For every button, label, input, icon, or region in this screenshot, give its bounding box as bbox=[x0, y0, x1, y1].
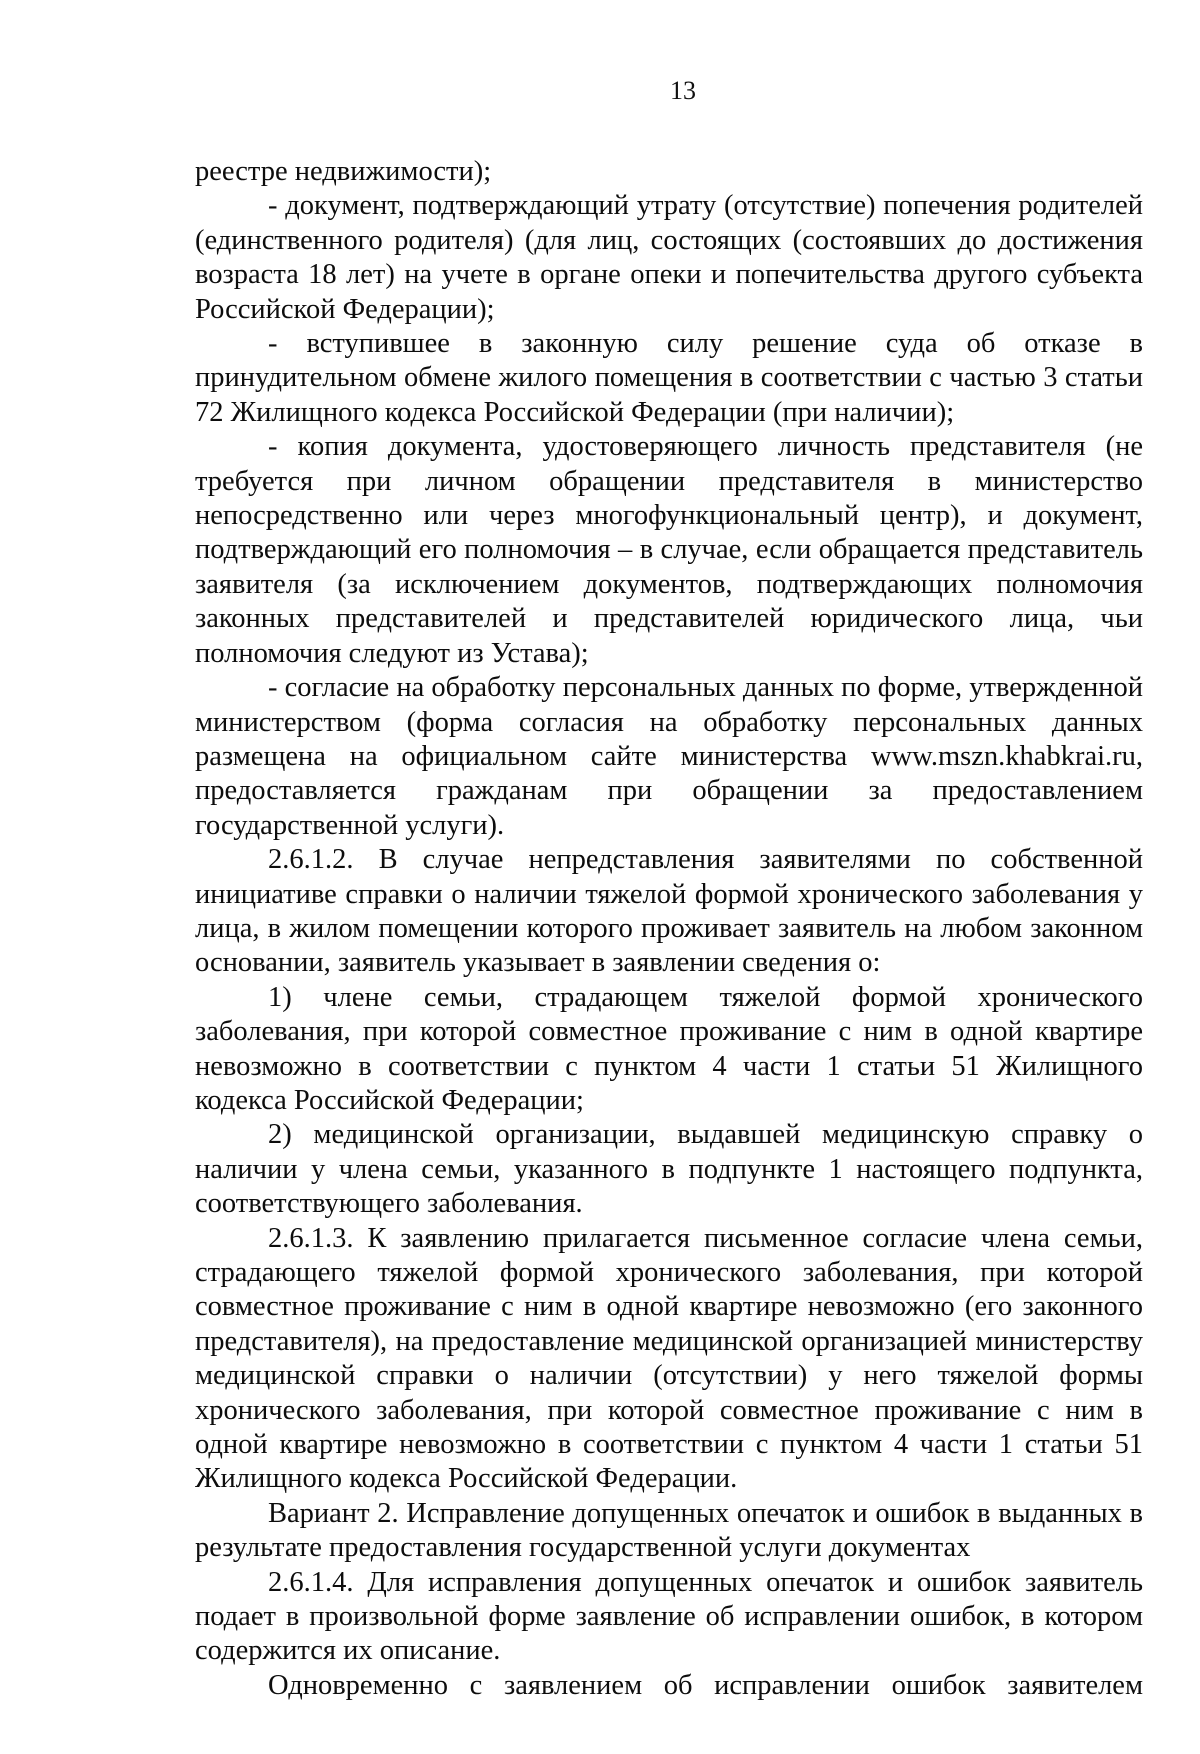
paragraph-registry-continuation: реестре недвижимости); bbox=[195, 156, 492, 187]
paragraph-2-6-1-4: 2.6.1.4. Для исправления допущенных опечаток и ошибок заявитель подает в произвольной форме заявление об исправлении ошибок, в котором содержится их описание. bbox=[195, 1566, 1143, 1667]
paragraph-court-decision: - вступившее в законную силу решение суда об отказе в принудительном обмене жилого помещения в соответствии с частью 3 статьи 72 Жилищного кодекса Российской Федерации (при наличии); bbox=[195, 328, 1143, 428]
paragraph-guardianship-document: - документ, подтверждающий утрату (отсутствие) попечения родителей (единственного родителя) (для лиц, состоящих (состоявших до достижения возраста 18 лет) на учете в органе опеки и попечительства другого субъекта Российской Федерации); bbox=[195, 190, 1143, 325]
paragraph-simultaneously: Одновременно с заявлением об исправлении ошибок заявителем bbox=[268, 1669, 1143, 1701]
paragraph-item-2-medical-organization: 2) медицинской организации, выдавшей медицинскую справку о наличии у члена семьи, указанного в подпункте 1 настоящего подпункта, соответствующего заболевания. bbox=[195, 1119, 1143, 1220]
paragraph-2-6-1-2: 2.6.1.2. В случае непредставления заявителями по собственной инициативе справки о наличии тяжелой формой хронического заболевания у лица, в жилом помещении которого проживает заявитель на любом законном основании, заявитель указывает в заявлении сведения о: bbox=[195, 844, 1143, 979]
page-number: 13 bbox=[670, 76, 696, 105]
paragraph-2-6-1-3: 2.6.1.3. К заявлению прилагается письменное согласие члена семьи, страдающего тяжелой формой хронического заболевания, при которой совместное проживание с ним в одной квартире невозможно (его законного представителя), на предоставление медицинской организацией министерству медицинской справки о наличии (отсутствии) у него тяжелой формы хронического заболевания, при которой совместное проживание с ним в одной квартире невозможно в соответствии с пунктом 4 части 1 статьи 51 Жилищного кодекса Российской Федерации. bbox=[195, 1222, 1143, 1495]
document-body bbox=[195, 155, 1143, 1703]
paragraph-personal-data-consent: - согласие на обработку персональных данных по форме, утвержденной министерством (форма согласия на обработку персональных данных размещена на официальном сайте министерства www.mszn.khabkrai.ru, предоставляется гражданам при обращении за предоставлением государственной услуги). bbox=[195, 672, 1143, 841]
paragraph-representative-id: - копия документа, удостоверяющего личность представителя (не требуется при личном обращении представителя в министерство непосредственно или через многофункциональный центр), и документ, подтверждающий его полномочия – в случае, если обращается представитель заявителя (за исключением документов, подтверждающих полномочия законных представителей и представителей юридического лица, чьи полномочия следуют из Устава); bbox=[195, 431, 1143, 669]
paragraph-variant-2-heading: Вариант 2. Исправление допущенных опечаток и ошибок в выданных в результате предоставления государственной услуги документах bbox=[195, 1497, 1143, 1564]
paragraph-item-1-family-member: 1) члене семьи, страдающем тяжелой формой хронического заболевания, при которой совместное проживание с ним в одной квартире невозможно в соответствии с пунктом 4 части 1 статьи 51 Жилищного кодекса Российской Федерации; bbox=[195, 981, 1143, 1116]
